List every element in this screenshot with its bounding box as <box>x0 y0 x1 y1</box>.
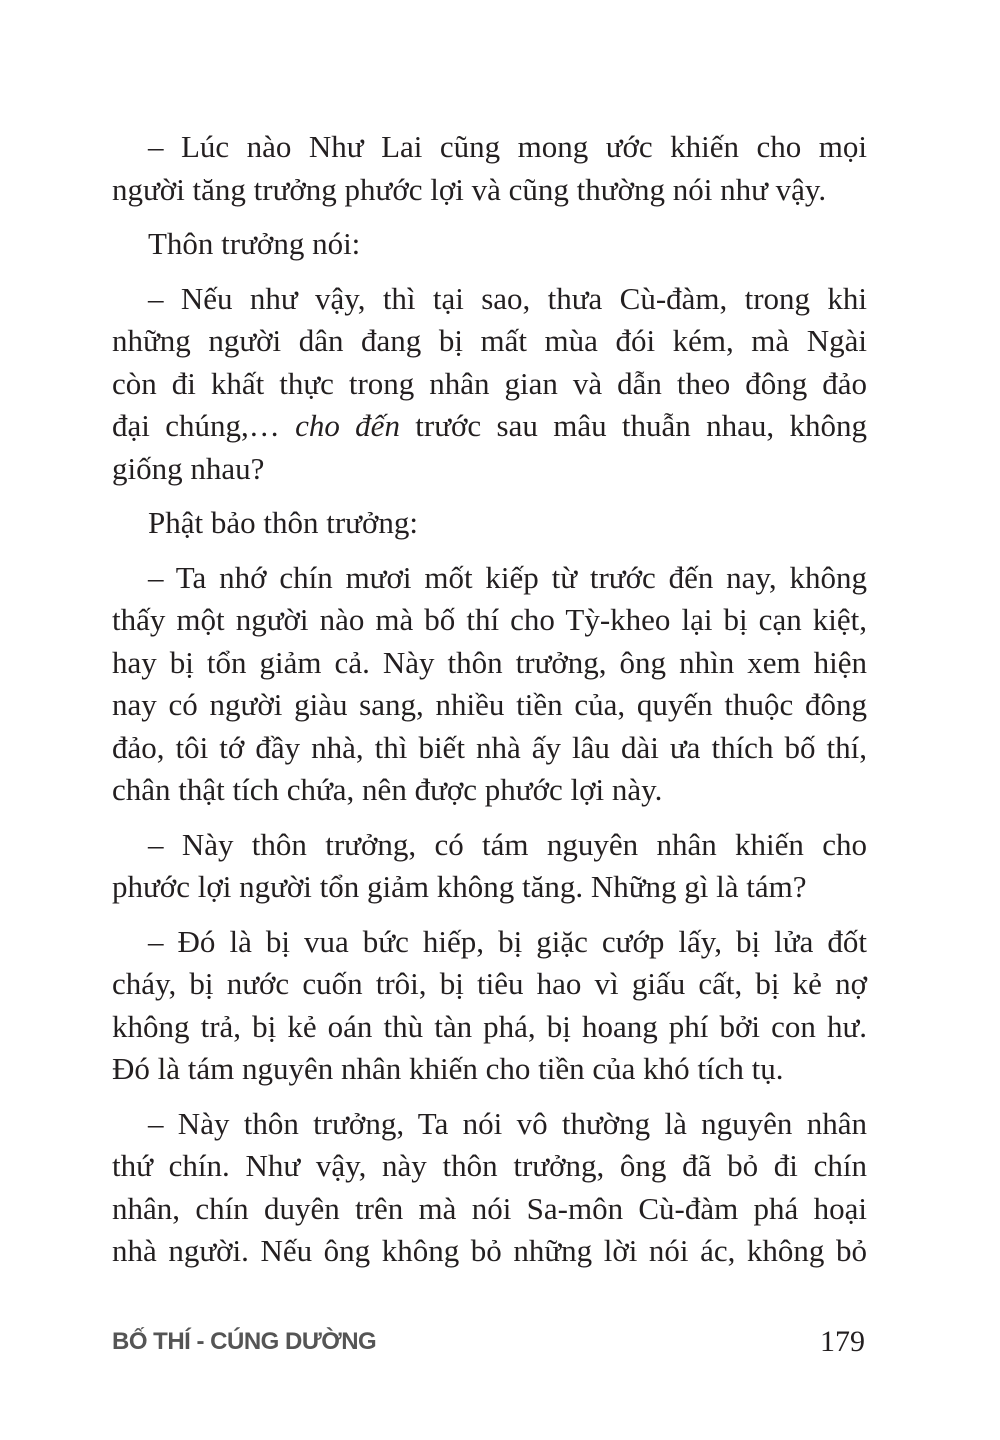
text-line: – Này thôn trưởng, có tám nguyên nhân khiến cho <box>148 826 867 862</box>
paragraph <box>112 502 867 545</box>
text-run: đại chúng,… <box>112 408 296 443</box>
text-line: – Nếu như vậy, thì tại sao, thưa Cù-đàm, trong khi <box>148 280 867 316</box>
text-line: thứ chín. Như vậy, này thôn trưởng, ông đã bỏ đi chín <box>112 1148 867 1183</box>
text-line: đảo, tôi tớ đầy nhà, thì biết nhà ấy lâu dài ưa thích bố thí, <box>112 729 867 765</box>
paragraph <box>112 921 867 1091</box>
text-line: Đó là tám nguyên nhân khiến cho tiền của khó tích tụ. <box>112 1051 784 1086</box>
text-line: giống nhau? <box>112 450 265 486</box>
text-line: nhà người. Nếu ông không bỏ những lời nói ác, không bỏ <box>112 1233 867 1268</box>
text-line <box>112 405 867 448</box>
text-line: còn đi khất thực trong nhân gian và dẫn theo đông đảo <box>112 365 867 401</box>
text-line: – Lúc nào Như Lai cũng mong ước khiến cho mọi <box>148 129 867 164</box>
text-run: trước sau mâu thuẫn nhau, không <box>399 408 867 443</box>
paragraph <box>112 1103 867 1273</box>
paragraph <box>112 223 867 266</box>
page-number: 179 <box>820 1325 865 1358</box>
text-line: Thôn trưởng nói: <box>148 226 361 261</box>
text-line: nay có người giàu sang, nhiều tiền của, quyến thuộc đông <box>112 687 867 722</box>
text-line: chân thật tích chứa, nên được phước lợi này. <box>112 772 663 807</box>
paragraph <box>112 824 867 909</box>
text-line: Phật bảo thôn trưởng: <box>148 505 418 540</box>
text-line: phước lợi người tổn giảm không tăng. Những gì là tám? <box>112 869 807 904</box>
text-line: nhân, chín duyên trên mà nói Sa-môn Cù-đàm phá hoại <box>112 1190 867 1226</box>
text-line: – Này thôn trưởng, Ta nói vô thường là nguyên nhân <box>148 1105 867 1141</box>
text-line: thấy một người nào mà bố thí cho Tỳ-kheo lại bị cạn kiệt, <box>112 602 867 637</box>
text-line: – Đó là bị vua bức hiếp, bị giặc cướp lấy, bị lửa đốt <box>148 923 867 959</box>
running-title: BỐ THÍ - CÚNG DƯỜNG <box>112 1328 377 1355</box>
text-line: người tăng trưởng phước lợi và cũng thường nói như vậy. <box>112 171 827 207</box>
text-line: – Ta nhớ chín mươi mốt kiếp từ trước đến nay, không <box>148 559 867 595</box>
italic-text: cho đến <box>295 408 400 443</box>
text-line: cháy, bị nước cuốn trôi, bị tiêu hao vì giấu cất, bị kẻ nợ <box>112 966 867 1001</box>
paragraph <box>112 126 867 211</box>
text-line: không trả, bị kẻ oán thù tàn phá, bị hoang phí bởi con hư. <box>112 1008 867 1044</box>
text-line: hay bị tổn giảm cả. Này thôn trưởng, ông nhìn xem hiện <box>112 644 867 680</box>
paragraph <box>112 278 867 491</box>
body-text <box>112 126 867 1273</box>
paragraph <box>112 557 867 812</box>
text-line: những người dân đang bị mất mùa đói kém, mà Ngài <box>112 323 867 358</box>
